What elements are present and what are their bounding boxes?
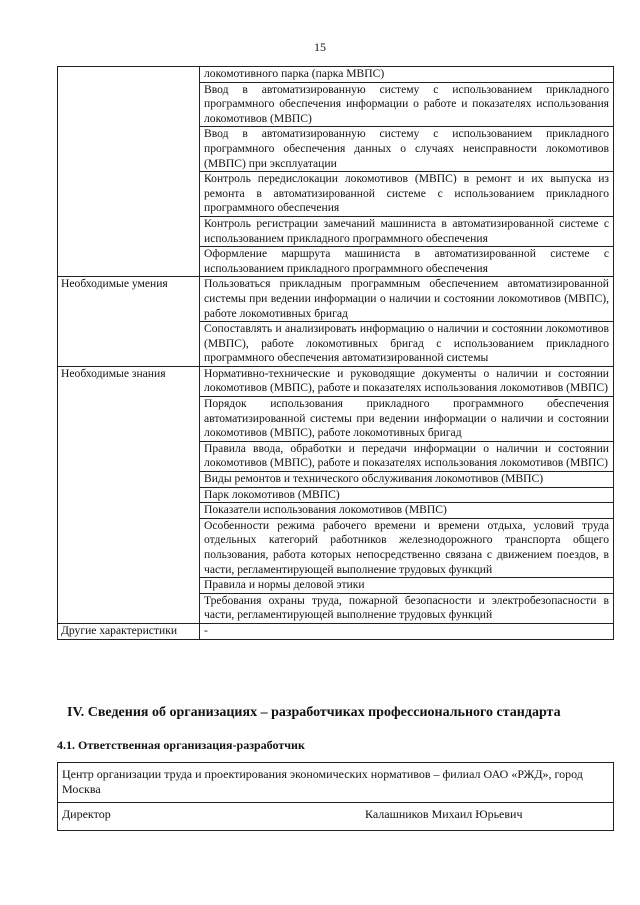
table-row [58,366,614,396]
row-content: Правила ввода, обработки и передачи информации о наличии и состоянии локомотивов (МВПС), работе и показателях использования локомотивов (МВПС) [200,441,614,471]
row-label: Необходимые умения [58,277,200,367]
row-content: Ввод в автоматизированную систему с использованием прикладного программного обеспечения данных о случаях неисправности локомотивов (МВПС) при эксплуатации [200,127,614,172]
row-content: Требования охраны труда, пожарной безопасности и электробезопасности в части, регламентирующей выполнение трудовых функций [200,593,614,623]
row-content: Нормативно-технические и руководящие документы о наличии и состоянии локомотивов (МВПС), работе и показателях использования локомотивов (МВПС) [200,366,614,396]
table-row [58,277,614,322]
row-content: Виды ремонтов и технического обслуживания локомотивов (МВПС) [200,472,614,488]
table-row [58,67,614,83]
row-content: локомотивного парка (парка МВПС) [200,67,614,83]
row-label [58,67,200,277]
row-content: Правила и нормы деловой этики [200,578,614,594]
row-content: Ввод в автоматизированную систему с использованием прикладного программного обеспечения информации о работе и показателях использования локомотивов (МВПС) [200,82,614,127]
subsection-title: 4.1. Ответственная организация-разработчик [57,738,305,752]
developer-person: Калашников Михаил Юрьевич [365,807,523,821]
labor-function-table [57,66,614,640]
row-label: Необходимые знания [58,366,200,623]
developer-signer-cell [58,803,614,831]
row-content: Сопоставлять и анализировать информацию о наличии и состоянии локомотивов (МВПС), работе локомотивных бригад с использованием прикладного программного обеспечения автоматизированной системы [200,322,614,367]
developer-table [57,762,614,831]
row-content: Показатели использования локомотивов (МВПС) [200,503,614,519]
developer-organization: Центр организации труда и проектирования экономических нормативов – филиал ОАО «РЖД», город Москва [58,763,614,803]
row-content: Контроль регистрации замечаний машиниста в автоматизированной системе с использованием прикладного программного обеспечения [200,216,614,246]
section-title: IV. Сведения об организациях – разработчиках профессионального стандарта [67,705,561,720]
row-content: Пользоваться прикладным программным обеспечением автоматизированной системы при ведении информации о наличии и состоянии локомотивов (МВПС), работе локомотивных бригад [200,277,614,322]
row-content: Парк локомотивов (МВПС) [200,487,614,503]
row-content: Оформление маршрута машиниста в автоматизированной системе с использованием прикладного программного обеспечения [200,247,614,277]
row-content: - [200,623,614,639]
row-content: Порядок использования прикладного программного обеспечения автоматизированной системы при ведении информации о наличии и состоянии локомотивов (МВПС), работе локомотивных бригад [200,397,614,442]
row-content: Контроль передислокации локомотивов (МВПС) в ремонт и их выпуска из ремонта в автоматизированной системе с использованием прикладного программного обеспечения [200,172,614,217]
developer-role: Директор [62,807,111,821]
table-row [58,623,614,639]
row-content: Особенности режима рабочего времени и времени отдыха, условий труда отдельных категорий работников железнодорожного транспорта общего пользования, работа которых непосредственно связана с движением поездов, в части, регламентирующей выполнение трудовых функций [200,518,614,577]
row-label: Другие характеристики [58,623,200,639]
page-number: 15 [314,40,326,54]
